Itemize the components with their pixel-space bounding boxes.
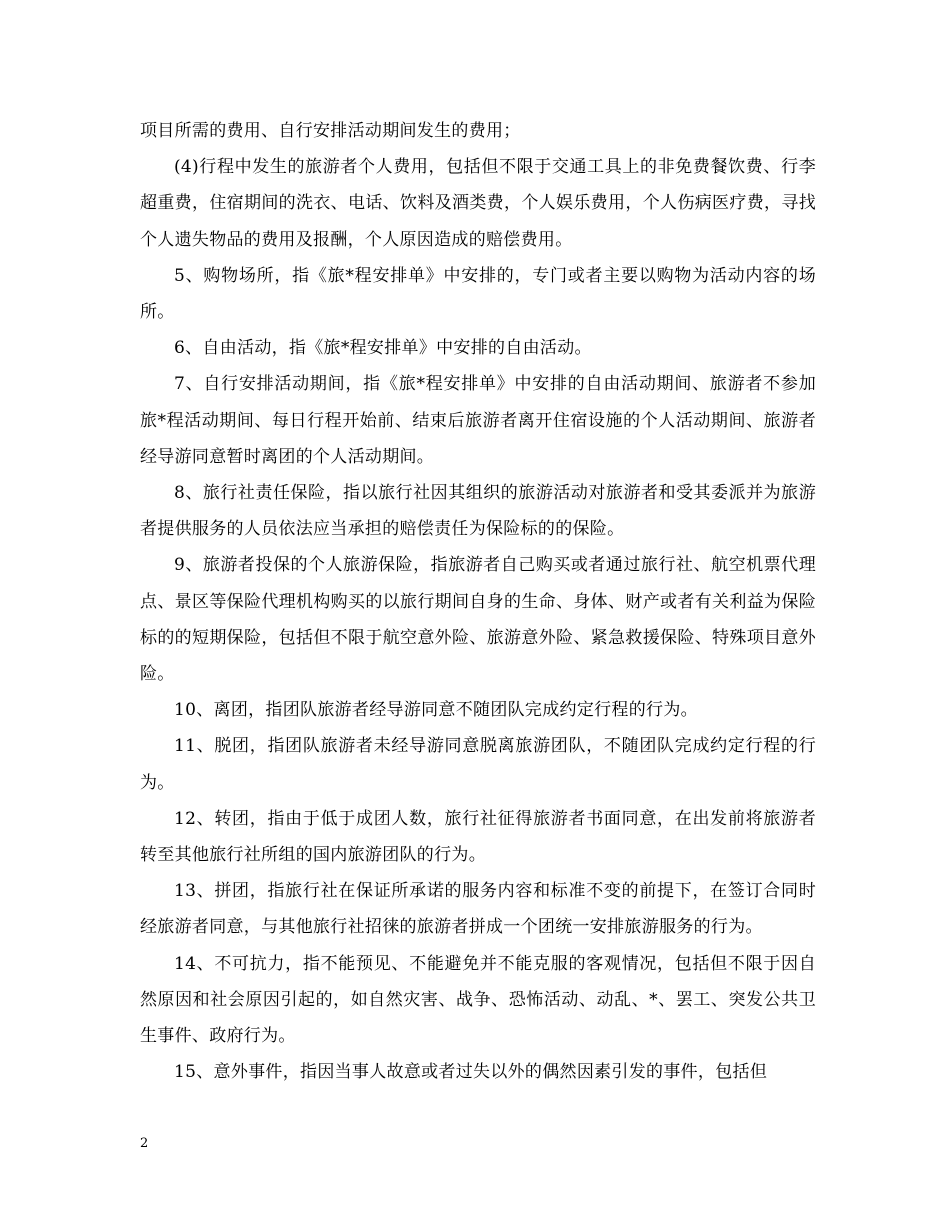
paragraph-item-13-group-merge: 13、拼团，指旅行社在保证所承诺的服务内容和标准不变的前提下，在签订合同时经旅游者同意，与其他旅行社招徕的旅游者拼成一个团统一安排旅游服务的行为。	[140, 881, 816, 938]
paragraph-item-11-deserting-group: 11、脱团，指团队旅游者未经导游同意脱离旅游团队，不随团队完成约定行程的行为。	[140, 736, 816, 793]
paragraph-item-6-free-activity: 6、自由活动，指《旅*程安排单》中安排的自由活动。	[174, 338, 592, 359]
paragraph-item-8-liability-insurance: 8、旅行社责任保险，指以旅行社因其组织的旅游活动对旅游者和受其委派并为旅游者提供服务的人员依法应当承担的赔偿责任为保险标的的保险。	[140, 483, 816, 540]
paragraph-item-15-accident: 15、意外事件，指因当事人故意或者过失以外的偶然因素引发的事件，包括但	[174, 1062, 768, 1083]
page-number: 2	[140, 1136, 149, 1151]
paragraph-item-5-shopping-venue: 5、购物场所，指《旅*程安排单》中安排的，专门或者主要以购物为活动内容的场所。	[140, 265, 816, 323]
paragraph-item-7-self-arranged-period: 7、自行安排活动期间，指《旅*程安排单》中安排的自由活动期间、旅游者不参加旅*程活动期间、每日行程开始前、结束后旅游者离开住宿设施的个人活动期间、旅游者经导游同意暂时离团的个人活动期间。	[140, 374, 816, 467]
paragraph-item-4-personal-expenses: (4)行程中发生的旅游者个人费用，包括但不限于交通工具上的非免费餐饮费、行李超重费，住宿期间的洗衣、电话、饮料及酒类费，个人娱乐费用，个人伤病医疗费，寻找个人遗失物品的费用及报酬，个人原因造成的赔偿费用。	[140, 157, 816, 250]
paragraph-continuation: 项目所需的费用、自行安排活动期间发生的费用；	[140, 121, 521, 141]
document-body	[140, 113, 816, 1090]
paragraph-item-12-group-transfer: 12、转团，指由于低于成团人数，旅行社征得旅游者书面同意，在出发前将旅游者转至其他旅行社所组的国内旅游团队的行为。	[140, 808, 816, 866]
paragraph-item-14-force-majeure: 14、不可抗力，指不能预见、不能避免并不能克服的客观情况，包括但不限于因自然原因和社会原因引起的，如自然灾害、战争、恐怖活动、动乱、*、罢工、突发公共卫生事件、政府行为。	[140, 953, 816, 1047]
paragraph-item-10-leaving-group: 10、离团，指团队旅游者经导游同意不随团队完成约定行程的行为。	[174, 700, 698, 721]
paragraph-item-9-personal-travel-insurance: 9、旅游者投保的个人旅游保险，指旅游者自己购买或者通过旅行社、航空机票代理点、景区等保险代理机构购买的以旅行期间自身的生命、身体、财产或者有关利益为保险标的的短期保险，包括但不限于航空意外险、旅游意外险、紧急救援保险、特殊项目意外险。	[140, 555, 816, 685]
